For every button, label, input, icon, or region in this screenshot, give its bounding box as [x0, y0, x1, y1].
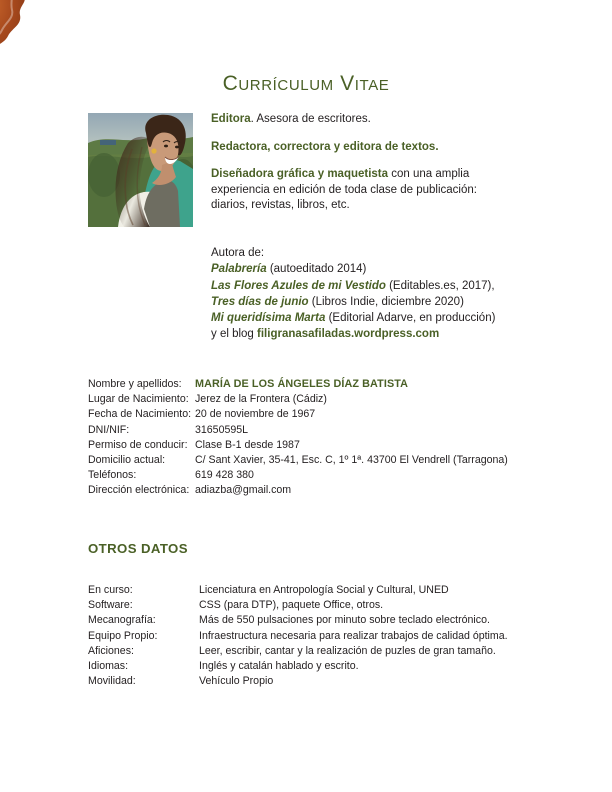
table-row — [88, 423, 508, 438]
row-value: Más de 550 pulsaciones por minuto sobre teclado electrónico. — [199, 614, 490, 627]
table-row — [88, 468, 508, 483]
work-detail: (autoeditado 2014) — [266, 263, 367, 276]
blog-prefix: y el blog — [211, 328, 258, 341]
table-row — [88, 377, 508, 392]
table-row — [88, 392, 508, 407]
work-title: Las Flores Azules de mi Vestido — [211, 279, 386, 292]
table-row — [88, 613, 508, 628]
table-row — [88, 407, 508, 422]
row-label: Equipo Propio: — [88, 629, 158, 642]
row-value: Jerez de la Frontera (Cádiz) — [195, 393, 327, 406]
row-value: 20 de noviembre de 1967 — [195, 408, 316, 421]
blog-line — [211, 326, 541, 342]
row-label: Software: — [88, 599, 133, 612]
intro-editora-bold: Editora — [211, 113, 251, 125]
work-item — [211, 310, 541, 326]
works-block — [211, 245, 541, 343]
blog-url-link[interactable]: filigranasafiladas.wordpress.com — [257, 328, 440, 341]
row-label: En curso: — [88, 584, 133, 596]
intro-disenadora-rest: con una amplia — [388, 168, 470, 181]
work-item — [211, 294, 541, 310]
row-label: DNI/NIF: — [88, 423, 130, 436]
table-row — [88, 644, 508, 659]
row-value: CSS (para DTP), paquete Office, otros. — [199, 599, 384, 612]
personal-data-table — [88, 377, 508, 499]
intro-line-disenadora — [211, 167, 531, 183]
row-label: Mecanografía: — [88, 614, 156, 627]
row-value: Infraestructura necesaria para realizar trabajos de calidad óptima. — [199, 629, 508, 642]
row-value: Leer, escribir, cantar y la realización de puzles de gran tamaño. — [199, 644, 496, 657]
spacer — [211, 155, 531, 167]
row-label: Idiomas: — [88, 660, 129, 673]
other-data-table — [88, 583, 508, 689]
table-row — [88, 453, 508, 468]
table-row — [88, 659, 508, 674]
intro-line-redactora — [211, 140, 531, 156]
row-label: Lugar de Nacimiento: — [88, 393, 189, 406]
work-title: Palabrería — [211, 263, 267, 276]
row-label: Aficiones: — [88, 644, 134, 657]
table-row — [88, 583, 508, 598]
work-detail: (Editables.es, 2017), — [385, 279, 495, 292]
row-label: Dirección electrónica: — [88, 484, 190, 497]
row-value-email[interactable]: adiazba@gmail.com — [195, 484, 292, 497]
row-label: Fecha de Nacimiento: — [88, 408, 192, 421]
row-value: 619 428 380 — [195, 469, 254, 482]
works-heading: Autora de: — [211, 247, 265, 259]
row-label: Domicilio actual: — [88, 454, 166, 467]
table-row — [88, 598, 508, 613]
profile-photo — [88, 113, 193, 227]
work-detail: (Editorial Adarve, en producción) — [325, 312, 496, 325]
intro-disenadora-bold: Diseñadora gráfica y maquetista — [211, 168, 389, 181]
work-title: Mi queridísima Marta — [211, 312, 326, 325]
work-item — [211, 278, 541, 294]
work-item — [211, 261, 541, 277]
row-label: Nombre y apellidos: — [88, 378, 182, 390]
section-heading-otros-datos: OTROS DATOS — [88, 541, 188, 556]
row-label: Teléfonos: — [88, 469, 137, 482]
row-label: Movilidad: — [88, 675, 136, 688]
table-row — [88, 438, 508, 453]
intro-line-editora — [211, 112, 531, 128]
intro-redactora-bold: Redactora, correctora y editora de textos. — [211, 140, 439, 153]
row-value: C/ Sant Xavier, 35-41, Esc. C, 1º 1ª. 43700 El Vendrell (Tarragona) — [195, 454, 508, 467]
row-value: Licenciatura en Antropología Social y Cultural, UNED — [199, 584, 449, 596]
table-row — [88, 483, 508, 498]
intro-line-publicaciones: diarios, revistas, libros, etc. — [211, 199, 350, 212]
intro-line-experiencia: experiencia en edición de toda clase de publicación: — [211, 183, 477, 196]
corner-decoration-image — [0, 0, 52, 56]
row-value: 31650595L — [195, 423, 249, 436]
row-label: Permiso de conducir: — [88, 438, 188, 451]
table-row — [88, 674, 508, 689]
row-value-name: MARÍA DE LOS ÁNGELES DÍAZ BATISTA — [195, 378, 409, 390]
row-value: Inglés y catalán hablado y escrito. — [199, 660, 359, 673]
table-row — [88, 629, 508, 644]
work-detail: (Libros Indie, diciembre 2020) — [308, 295, 464, 308]
spacer — [211, 128, 531, 140]
page-title: Currículum Vitae — [222, 72, 390, 95]
row-value: Clase B-1 desde 1987 — [195, 438, 300, 451]
row-value: Vehículo Propio — [199, 675, 274, 688]
intro-editora-rest: . Asesora de escritores. — [250, 113, 371, 125]
work-title: Tres días de junio — [211, 295, 309, 308]
intro-block — [211, 112, 531, 214]
